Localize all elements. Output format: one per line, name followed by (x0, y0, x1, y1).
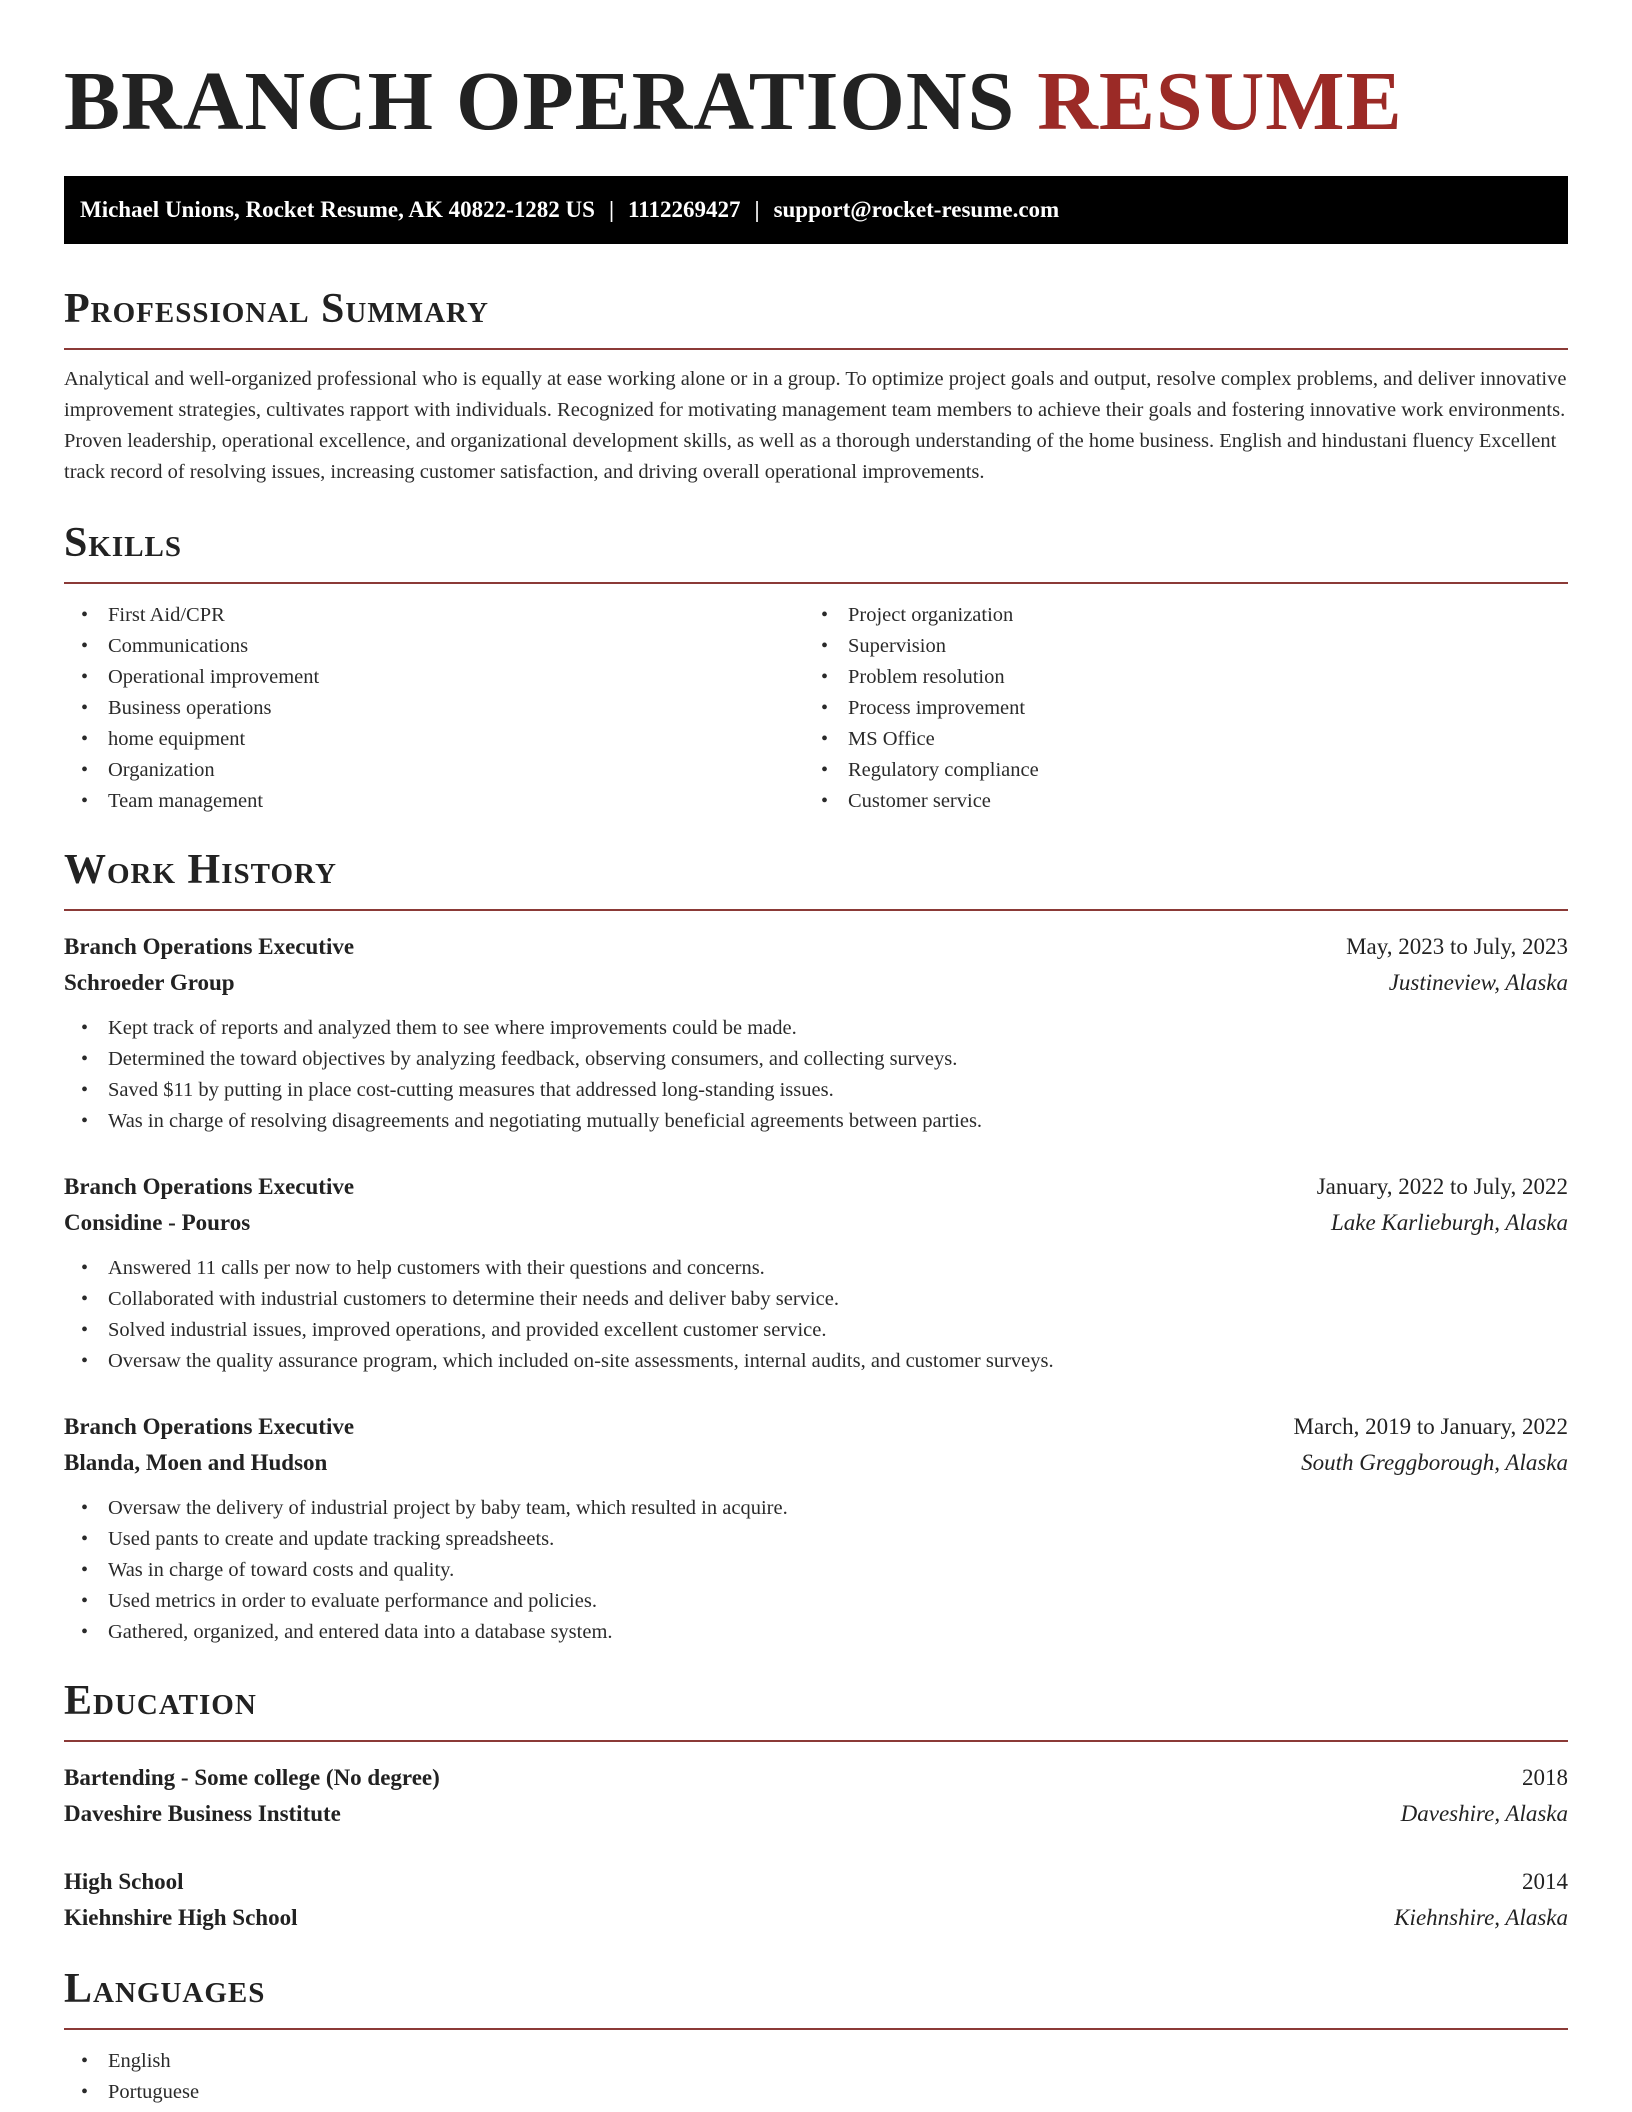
job-dates: May, 2023 to July, 2023 (1346, 934, 1568, 959)
skill-item: • Regulatory compliance (804, 755, 1544, 786)
job-duty-item: • Used metrics in order to evaluate performance and policies. (64, 1586, 1568, 1617)
work-history-heading: Work History (64, 847, 337, 893)
skill-item: • home equipment (64, 724, 804, 755)
education-location: Daveshire, Alaska (1400, 1801, 1568, 1826)
job-duty-item: • Answered 11 calls per now to help customers with their questions and concerns. (64, 1253, 1568, 1284)
resume-title (64, 52, 1568, 152)
contact-email: support@rocket-resume.com (773, 197, 1060, 222)
languages-list (64, 2046, 1568, 2108)
job-duty-item: • Oversaw the delivery of industrial project by baby team, which resulted in acquire. (64, 1493, 1568, 1524)
summary-text: Analytical and well-organized professional who is equally at ease working alone or in a group. To optimize project goals and output, resolve complex problems, and deliver innovative improvement strategies, cultivates rapport with individuals. Recognized for motivating management team members to achieve their goals and fostering innovative work environments. Proven leadership, operational excellence, and organizational development skills, as well as a thorough understanding of the home business. English and hindustani fluency Excellent track record of resolving issues, increasing customer satisfaction, and driving overall operational improvements. (64, 368, 1567, 483)
education-entry (64, 1760, 1568, 1832)
job-duty-item: • Was in charge of toward costs and quality. (64, 1555, 1568, 1586)
language-item: • English (64, 2046, 1568, 2077)
skills-heading: Skills (64, 520, 183, 566)
section-divider (64, 2028, 1568, 2030)
job-title: Branch Operations Executive (64, 1174, 355, 1199)
education-entry (64, 1864, 1568, 1936)
job-company: Considine - Pouros (64, 1210, 251, 1235)
job-duty-item: • Oversaw the quality assurance program, which included on-site assessments, internal audits, and customer surveys. (64, 1346, 1568, 1377)
job-location: South Greggborough, Alaska (1301, 1450, 1568, 1475)
contact-bar (64, 176, 1568, 244)
job-duty-item: • Kept track of reports and analyzed them to see where improvements could be made. (64, 1013, 1568, 1044)
education-degree: Bartending - Some college (No degree) (64, 1765, 440, 1790)
education-location: Kiehnshire, Alaska (1394, 1905, 1568, 1930)
skill-item: • Communications (64, 631, 804, 662)
skills-list-right (804, 600, 1544, 817)
languages-section (64, 1964, 1568, 2108)
education-section (64, 1676, 1568, 1936)
skill-item: • Team management (64, 786, 804, 817)
skills-grid (64, 600, 1568, 817)
job-duties (64, 1253, 1568, 1377)
job-duty-item: • Was in charge of resolving disagreements and negotiating mutually beneficial agreements between parties. (64, 1106, 1568, 1137)
section-divider (64, 582, 1568, 584)
job-location: Lake Karlieburgh, Alaska (1330, 1210, 1568, 1235)
skills-section (64, 518, 1568, 817)
job-entry (64, 929, 1568, 1137)
job-duties (64, 1493, 1568, 1648)
job-duty-item: • Solved industrial issues, improved operations, and provided excellent customer service. (64, 1315, 1568, 1346)
contact-separator: | (608, 197, 615, 222)
job-duty-item: • Saved $11 by putting in place cost-cutting measures that addressed long-standing issues. (64, 1075, 1568, 1106)
summary-heading: Professional Summary (64, 286, 489, 332)
job-duty-item: • Gathered, organized, and entered data into a database system. (64, 1617, 1568, 1648)
skill-item: • Operational improvement (64, 662, 804, 693)
job-duty-item: • Used pants to create and update tracking spreadsheets. (64, 1524, 1568, 1555)
contact-address: Michael Unions, Rocket Resume, AK 40822-1282 US (80, 197, 595, 222)
skills-column-left (64, 600, 804, 817)
contact-phone: 1112269427 (628, 197, 741, 222)
section-divider (64, 1740, 1568, 1742)
job-dates: January, 2022 to July, 2022 (1316, 1174, 1568, 1199)
job-title: Branch Operations Executive (64, 934, 355, 959)
education-school: Daveshire Business Institute (64, 1801, 341, 1826)
work-history-section (64, 845, 1568, 1648)
skill-item: • Business operations (64, 693, 804, 724)
title-accent: RESUME (1037, 55, 1403, 148)
education-year: 2018 (1522, 1765, 1568, 1790)
education-year: 2014 (1522, 1869, 1568, 1894)
section-divider (64, 909, 1568, 911)
languages-heading: Languages (64, 1966, 266, 2012)
job-location: Justineview, Alaska (1388, 970, 1568, 995)
education-school: Kiehnshire High School (64, 1905, 298, 1930)
language-item: • Portuguese (64, 2077, 1568, 2108)
skill-item: • First Aid/CPR (64, 600, 804, 631)
job-company: Schroeder Group (64, 970, 235, 995)
skills-column-right (804, 600, 1544, 817)
skill-item: • Supervision (804, 631, 1544, 662)
skill-item: • Organization (64, 755, 804, 786)
skill-item: • Problem resolution (804, 662, 1544, 693)
skill-item: • Process improvement (804, 693, 1544, 724)
job-entry (64, 1409, 1568, 1648)
skill-item: • MS Office (804, 724, 1544, 755)
job-duty-item: • Collaborated with industrial customers to determine their needs and deliver baby service. (64, 1284, 1568, 1315)
skill-item: • Customer service (804, 786, 1544, 817)
contact-separator: | (754, 197, 760, 222)
section-divider (64, 348, 1568, 350)
job-entry (64, 1169, 1568, 1377)
skills-list-left (64, 600, 804, 817)
job-duties (64, 1013, 1568, 1137)
job-company: Blanda, Moen and Hudson (64, 1450, 328, 1475)
job-duty-item: • Determined the toward objectives by analyzing feedback, observing consumers, and collecting surveys. (64, 1044, 1568, 1075)
job-dates: March, 2019 to January, 2022 (1293, 1414, 1568, 1439)
job-title: Branch Operations Executive (64, 1414, 355, 1439)
education-degree: High School (64, 1869, 184, 1894)
summary-section (64, 284, 1568, 488)
title-main: BRANCH OPERATIONS (64, 55, 1016, 148)
education-heading: Education (64, 1678, 257, 1724)
skill-item: • Project organization (804, 600, 1544, 631)
